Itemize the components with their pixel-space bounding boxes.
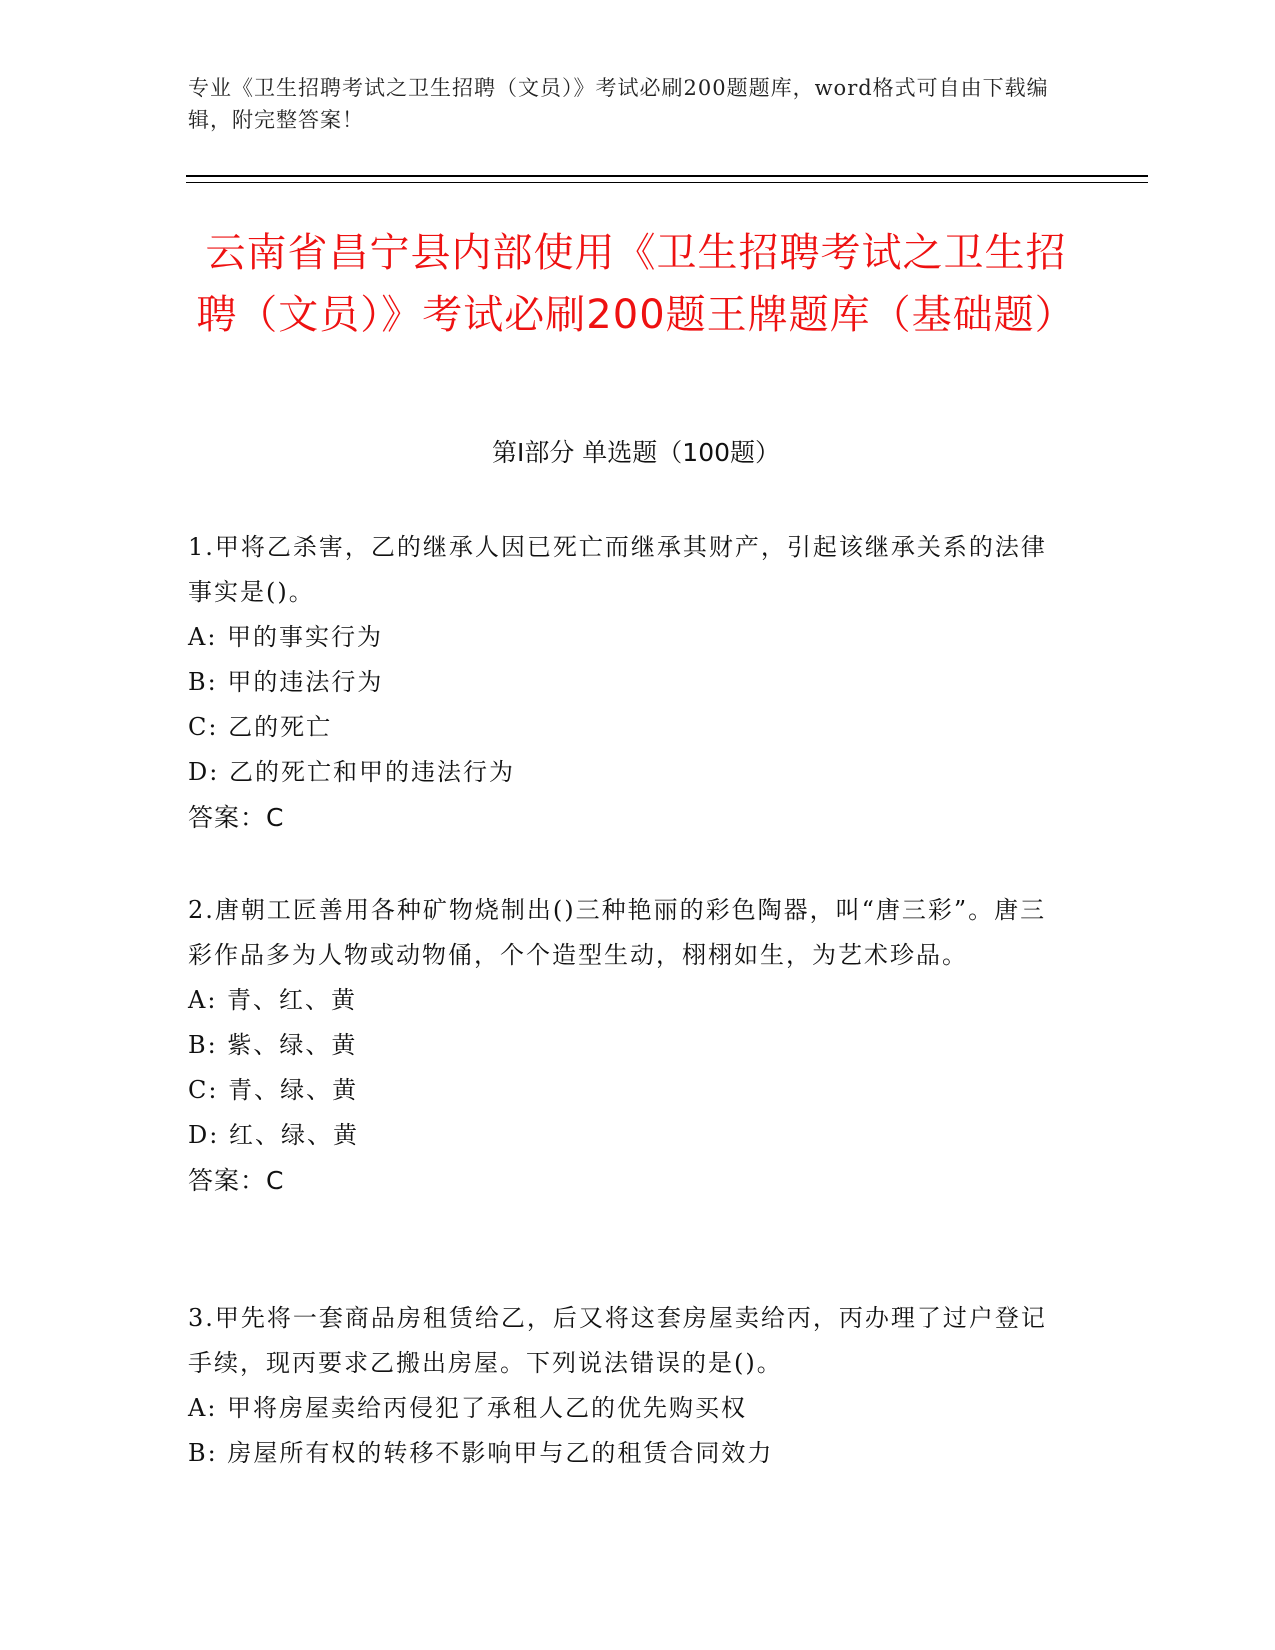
header-rule-thin	[186, 182, 1148, 183]
answer-line: 答案：C	[188, 1166, 285, 1195]
option-b: B: 紫、绿、黄	[188, 1031, 358, 1059]
option-a: A: 甲的事实行为	[188, 623, 384, 651]
question-block	[188, 888, 1058, 1203]
option-c: C: 青、绿、黄	[188, 1076, 359, 1104]
document-title: 云南省昌宁县内部使用《卫生招聘考试之卫生招聘（文员）》考试必刷200题王牌题库（基础题）	[196, 230, 1076, 338]
option-b: B: 甲的违法行为	[188, 668, 384, 696]
option-b: B: 房屋所有权的转移不影响甲与乙的租赁合同效力	[188, 1439, 774, 1467]
option-c: C: 乙的死亡	[188, 713, 333, 741]
option-a: A: 甲将房屋卖给丙侵犯了承租人乙的优先购买权	[188, 1394, 748, 1422]
header-rule-thick	[186, 175, 1148, 177]
section-heading: 第Ⅰ部分 单选题（100题）	[491, 438, 781, 467]
question-block	[188, 525, 1058, 840]
answer-line: 答案：C	[188, 803, 285, 832]
option-d: D: 红、绿、黄	[188, 1121, 359, 1149]
question-block	[188, 1296, 1058, 1476]
header-note: 专业《卫生招聘考试之卫生招聘（文员）》考试必刷200题题库，word格式可自由下载编辑，附完整答案！	[188, 76, 1049, 132]
option-d: D: 乙的死亡和甲的违法行为	[188, 758, 515, 786]
question-stem: 3.甲先将一套商品房租赁给乙，后又将这套房屋卖给丙，丙办理了过户登记手续，现丙要求乙搬出房屋。下列说法错误的是()。	[188, 1304, 1047, 1377]
question-stem: 1.甲将乙杀害，乙的继承人因已死亡而继承其财产，引起该继承关系的法律事实是()。	[188, 533, 1047, 606]
option-a: A: 青、红、黄	[188, 986, 358, 1014]
question-stem: 2.唐朝工匠善用各种矿物烧制出()三种艳丽的彩色陶器，叫“唐三彩”。唐三彩作品多为人物或动物俑，个个造型生动，栩栩如生，为艺术珍品。	[188, 896, 1047, 969]
